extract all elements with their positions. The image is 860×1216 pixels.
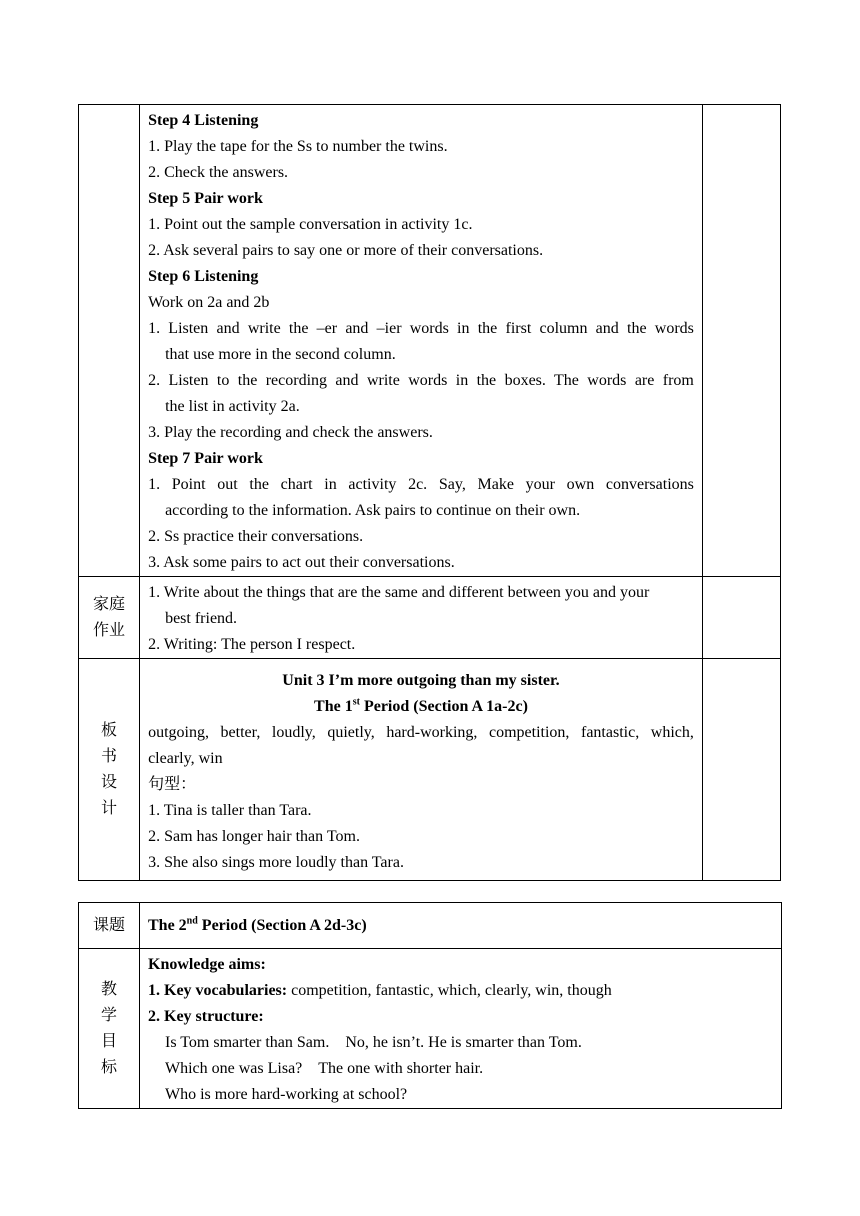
step-line: 2. Ss practice their conversations.	[148, 528, 364, 545]
board-label-char: 书	[101, 747, 118, 765]
aims-label-char: 目	[100, 1032, 117, 1050]
board-notes-cell	[702, 659, 780, 881]
board-vocab-line: outgoing, better, loudly, quietly, hard-working, competition, fantastic, which,	[148, 724, 694, 741]
step-line: 2. Ask several pairs to say one or more of their conversations.	[148, 242, 544, 259]
board-unit-title: Unit 3 I’m more outgoing than my sister.	[282, 672, 560, 689]
step-line: that use more in the second column.	[165, 346, 396, 363]
steps-notes-cell	[702, 105, 780, 577]
steps-label-cell	[79, 105, 140, 577]
homework-notes-cell	[702, 577, 780, 659]
topic-title: The 2nd Period (Section A 2d-3c)	[148, 915, 367, 934]
homework-content-cell	[140, 577, 703, 659]
step-heading: Step 5 Pair work	[148, 190, 263, 207]
aims-label-char: 学	[100, 1006, 117, 1024]
steps-content-cell	[140, 105, 703, 577]
aims-structure: Which one was Lisa? The one with shorter hair.	[165, 1060, 484, 1077]
aims-structure: Who is more hard-working at school?	[165, 1086, 408, 1103]
step-heading: Step 4 Listening	[148, 112, 259, 129]
board-label-char: 计	[101, 799, 118, 817]
topic-row	[79, 903, 782, 949]
board-label-cell	[79, 659, 140, 881]
step-line: 3. Play the recording and check the answers.	[148, 424, 433, 441]
aims-content-cell	[140, 949, 782, 1109]
step-heading: Step 6 Listening	[148, 268, 259, 285]
aims-structure-label: 2. Key structure:	[148, 1008, 264, 1025]
homework-label-line: 家庭	[93, 595, 126, 613]
homework-row	[79, 577, 781, 659]
board-sentence: 2. Sam has longer hair than Tom.	[148, 828, 360, 845]
step-line: 1. Point out the sample conversation in activity 1c.	[148, 216, 473, 233]
step-line: 2. Listen to the recording and write words in the boxes. The words are from	[148, 372, 694, 389]
board-label-char: 设	[101, 773, 118, 791]
step-line: 1. Play the tape for the Ss to number the twins.	[148, 138, 448, 155]
step-line: 3. Ask some pairs to act out their conversations.	[148, 554, 455, 571]
step-line: 1. Write about the things that are the same and different between you and your	[148, 584, 650, 601]
step-line: according to the information. Ask pairs to continue on their own.	[165, 502, 581, 519]
homework-label-line: 作业	[93, 621, 126, 639]
aims-label-char: 教	[100, 980, 117, 998]
board-sentence: 1. Tina is taller than Tara.	[148, 802, 312, 819]
board-period-title: The 1st Period (Section A 1a-2c)	[314, 696, 528, 715]
aims-row	[79, 949, 782, 1109]
step-line: the list in activity 2a.	[165, 398, 300, 415]
board-vocab-line: clearly, win	[148, 750, 223, 767]
aims-label-cell	[79, 949, 140, 1109]
step-line: Work on 2a and 2b	[148, 294, 270, 311]
aims-structure: Is Tom smarter than Sam. No, he isn’t. He is smarter than Tom.	[165, 1034, 582, 1051]
step-line: 2. Check the answers.	[148, 164, 289, 181]
board-label-char: 板	[101, 721, 118, 739]
step-line: 2. Writing: The person I respect.	[148, 636, 356, 653]
homework-label-cell	[79, 577, 140, 659]
aims-label-char: 标	[100, 1058, 117, 1076]
step-line: best friend.	[165, 610, 238, 627]
lesson-plan-table-2	[78, 902, 782, 1109]
steps-row	[79, 105, 781, 577]
board-content-cell	[140, 659, 703, 881]
aims-vocab-line: 1. Key vocabularies: competition, fantastic, which, clearly, win, though	[148, 982, 612, 999]
step-line: 1. Point out the chart in activity 2c. Say, Make your own conversations	[148, 476, 694, 493]
homework-list	[140, 580, 702, 658]
step-line: 1. Listen and write the –er and –ier words in the first column and the words	[148, 320, 694, 337]
topic-content-cell	[140, 903, 782, 949]
board-sentence: 3. She also sings more loudly than Tara.	[148, 854, 404, 871]
steps-list	[140, 108, 702, 576]
lesson-plan-table-1	[78, 104, 781, 881]
step-heading: Step 7 Pair work	[148, 450, 263, 467]
aims-heading: Knowledge aims:	[148, 956, 266, 973]
board-pattern-label: 句型：	[148, 776, 197, 793]
board-design-row	[79, 659, 781, 881]
topic-label-cell: 课题	[79, 903, 140, 949]
